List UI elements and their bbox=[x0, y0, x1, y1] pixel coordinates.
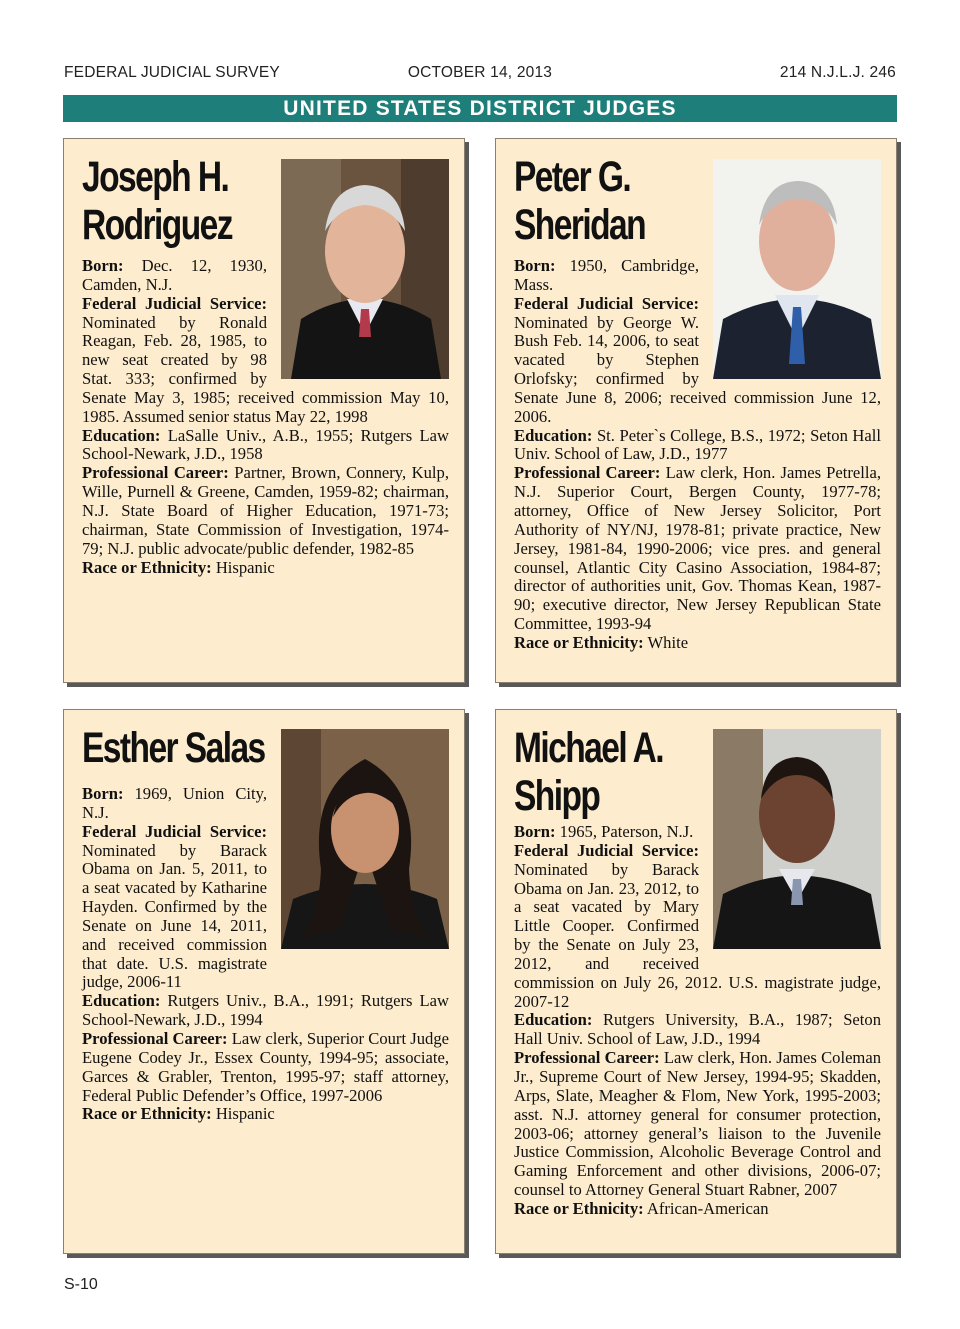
race-value: Hispanic bbox=[215, 1104, 275, 1124]
judge-name-line1: Michael A. bbox=[514, 724, 664, 772]
education-value: LaSalle Univ., A.B., 1955; Rutgers Law School-Newark, J.D., 1958 bbox=[82, 425, 449, 464]
judge-name-line2: Sheridan bbox=[514, 201, 646, 249]
born-value: Dec. 12, 1930, Camden, N.J. bbox=[82, 256, 267, 294]
career-value: Law clerk, Superior Court Judge Eugene Codey Jr., Essex County, 1994-95; associate, Garces & Grabler, Trenton, 1995-97; staff attorney, Federal Public Defender’s Office, 1997-2006 bbox=[82, 1028, 449, 1105]
career-label: Professional Career: bbox=[82, 1028, 228, 1048]
publication-section-title: FEDERAL JUDICIAL SURVEY bbox=[64, 64, 280, 81]
judge-name-line1: Joseph H. bbox=[82, 153, 229, 201]
judge-name-line1: Peter G. bbox=[514, 153, 631, 201]
race-label: Race or Ethnicity: bbox=[514, 632, 644, 652]
citation: 214 N.J.L.J. 246 bbox=[779, 64, 896, 81]
career-value: Law clerk, Hon. James Coleman Jr., Supreme Court of New Jersey, 1994-95; Skadden, Arps, Slate, Meagher & Flom, New York, 1995-2003; asst. N.J. attorney general for consumer protection, 2003-06; attorney general’s liaison to the Juvenile Justice Commission, Alcoholic Beverage Control and Gaming Enforcement and other divisions, 2006-07; counsel to Attorney General Stuart Rabner, 2007 bbox=[514, 1048, 881, 1200]
judge-card-salas bbox=[63, 709, 465, 1254]
judge-card-rodriguez bbox=[63, 138, 465, 683]
education-value: Rutgers University, B.A., 1987; Seton Hall Univ. School of Law, J.D., 1994 bbox=[514, 1010, 881, 1049]
service-label: Federal Judicial Service: bbox=[514, 840, 699, 860]
born-label: Born: bbox=[514, 822, 556, 841]
section-banner: UNITED STATES DISTRICT JUDGES bbox=[63, 95, 897, 122]
judge-name bbox=[82, 724, 265, 772]
page-number: S-10 bbox=[64, 1276, 98, 1293]
service-value: Nominated by Ronald Reagan, Feb. 28, 1985, to new seat created by 98 Stat. 333; confirmed by Senate May 3, 1985; received commission May 10, 1985. Assumed senior status May 22, 1998 bbox=[82, 312, 449, 426]
career-label: Professional Career: bbox=[514, 463, 661, 483]
race-label: Race or Ethnicity: bbox=[514, 1198, 644, 1218]
issue-date: OCTOBER 14, 2013 bbox=[407, 64, 553, 81]
education-label: Education: bbox=[514, 425, 593, 445]
judge-name bbox=[514, 153, 662, 249]
service-label: Federal Judicial Service: bbox=[514, 293, 699, 313]
born-label: Born: bbox=[82, 256, 124, 275]
race-label: Race or Ethnicity: bbox=[82, 1104, 212, 1124]
judge-card-shipp bbox=[495, 709, 897, 1254]
judge-name-line2: Rodriguez bbox=[82, 201, 232, 249]
career-value: Law clerk, Hon. James Petrella, N.J. Superior Court, Bergen County, 1977-78; attorney, Office of New Jersey Solicitor, Port Authority of NY/NJ, 1978-81; private practice, New Jersey, 1981-84, 1990-2006; vice pres. and general counsel, Atlantic City Casino Association, 1984-87; director of authorities unit, Gov. Thomas Kean, 1987-90; executive director, New Jersey Republican State Committee, 1993-94 bbox=[514, 463, 882, 634]
education-label: Education: bbox=[82, 425, 161, 445]
race-value: White bbox=[647, 632, 689, 652]
race-value: African-American bbox=[646, 1198, 769, 1218]
born-label: Born: bbox=[82, 784, 124, 803]
born-value: 1965, Paterson, N.J. bbox=[559, 822, 694, 841]
judge-name bbox=[82, 153, 230, 249]
judge-bio bbox=[82, 257, 449, 577]
service-value: Nominated by Barack Obama on Jan. 23, 2012, to a seat vacated by Mary Little Cooper. Confirmed by the Senate on July 23, 2012, and received commission on July 26, 2012. U.S. magistrate judge, 2007-12 bbox=[514, 859, 881, 1011]
judge-bio bbox=[82, 785, 449, 1124]
career-label: Professional Career: bbox=[514, 1048, 660, 1068]
judge-name-line1: Esther Salas bbox=[82, 724, 265, 772]
education-label: Education: bbox=[514, 1010, 593, 1030]
judge-bio bbox=[514, 257, 881, 653]
born-value: 1950, Cambridge, Mass. bbox=[514, 256, 699, 294]
judge-name bbox=[514, 724, 662, 820]
education-value: Rutgers Univ., B.A., 1991; Rutgers Law School-Newark, J.D., 1994 bbox=[82, 991, 449, 1030]
service-value: Nominated by George W. Bush Feb. 14, 2006, to seat vacated by Stephen Orlofsky; confirmed by Senate June 8, 2006; received commission June 12, 2006. bbox=[514, 312, 881, 426]
judge-name-line2: Shipp bbox=[514, 772, 600, 820]
race-value: Hispanic bbox=[215, 557, 275, 577]
race-label: Race or Ethnicity: bbox=[82, 557, 212, 577]
born-value: 1969, Union City, N.J. bbox=[82, 784, 267, 822]
career-value: Partner, Brown, Connery, Kulp, Wille, Purnell & Greene, Camden, 1959-82; chairman, N.J. State Board of Higher Education, 1971-73; chairman, State Commission of Investigation, 1974-79; N.J. public advocate/public defender, 1982-85 bbox=[82, 463, 449, 558]
education-label: Education: bbox=[82, 991, 161, 1011]
service-label: Federal Judicial Service: bbox=[82, 821, 267, 841]
judge-card-sheridan bbox=[495, 138, 897, 683]
born-label: Born: bbox=[514, 256, 556, 275]
service-label: Federal Judicial Service: bbox=[82, 293, 267, 313]
education-value: St. Peter`s College, B.S., 1972; Seton Hall Univ. School of Law, J.D., 1977 bbox=[514, 425, 881, 464]
running-head bbox=[64, 64, 896, 84]
judge-bio bbox=[514, 823, 881, 1219]
career-label: Professional Career: bbox=[82, 463, 229, 483]
service-value: Nominated by Barack Obama on Jan. 5, 2011, to a seat vacated by Katharine Hayden. Confirmed by the Senate on June 14, 2011, and received commission that date. U.S. magistrate judge, 2006-11 bbox=[82, 840, 267, 992]
